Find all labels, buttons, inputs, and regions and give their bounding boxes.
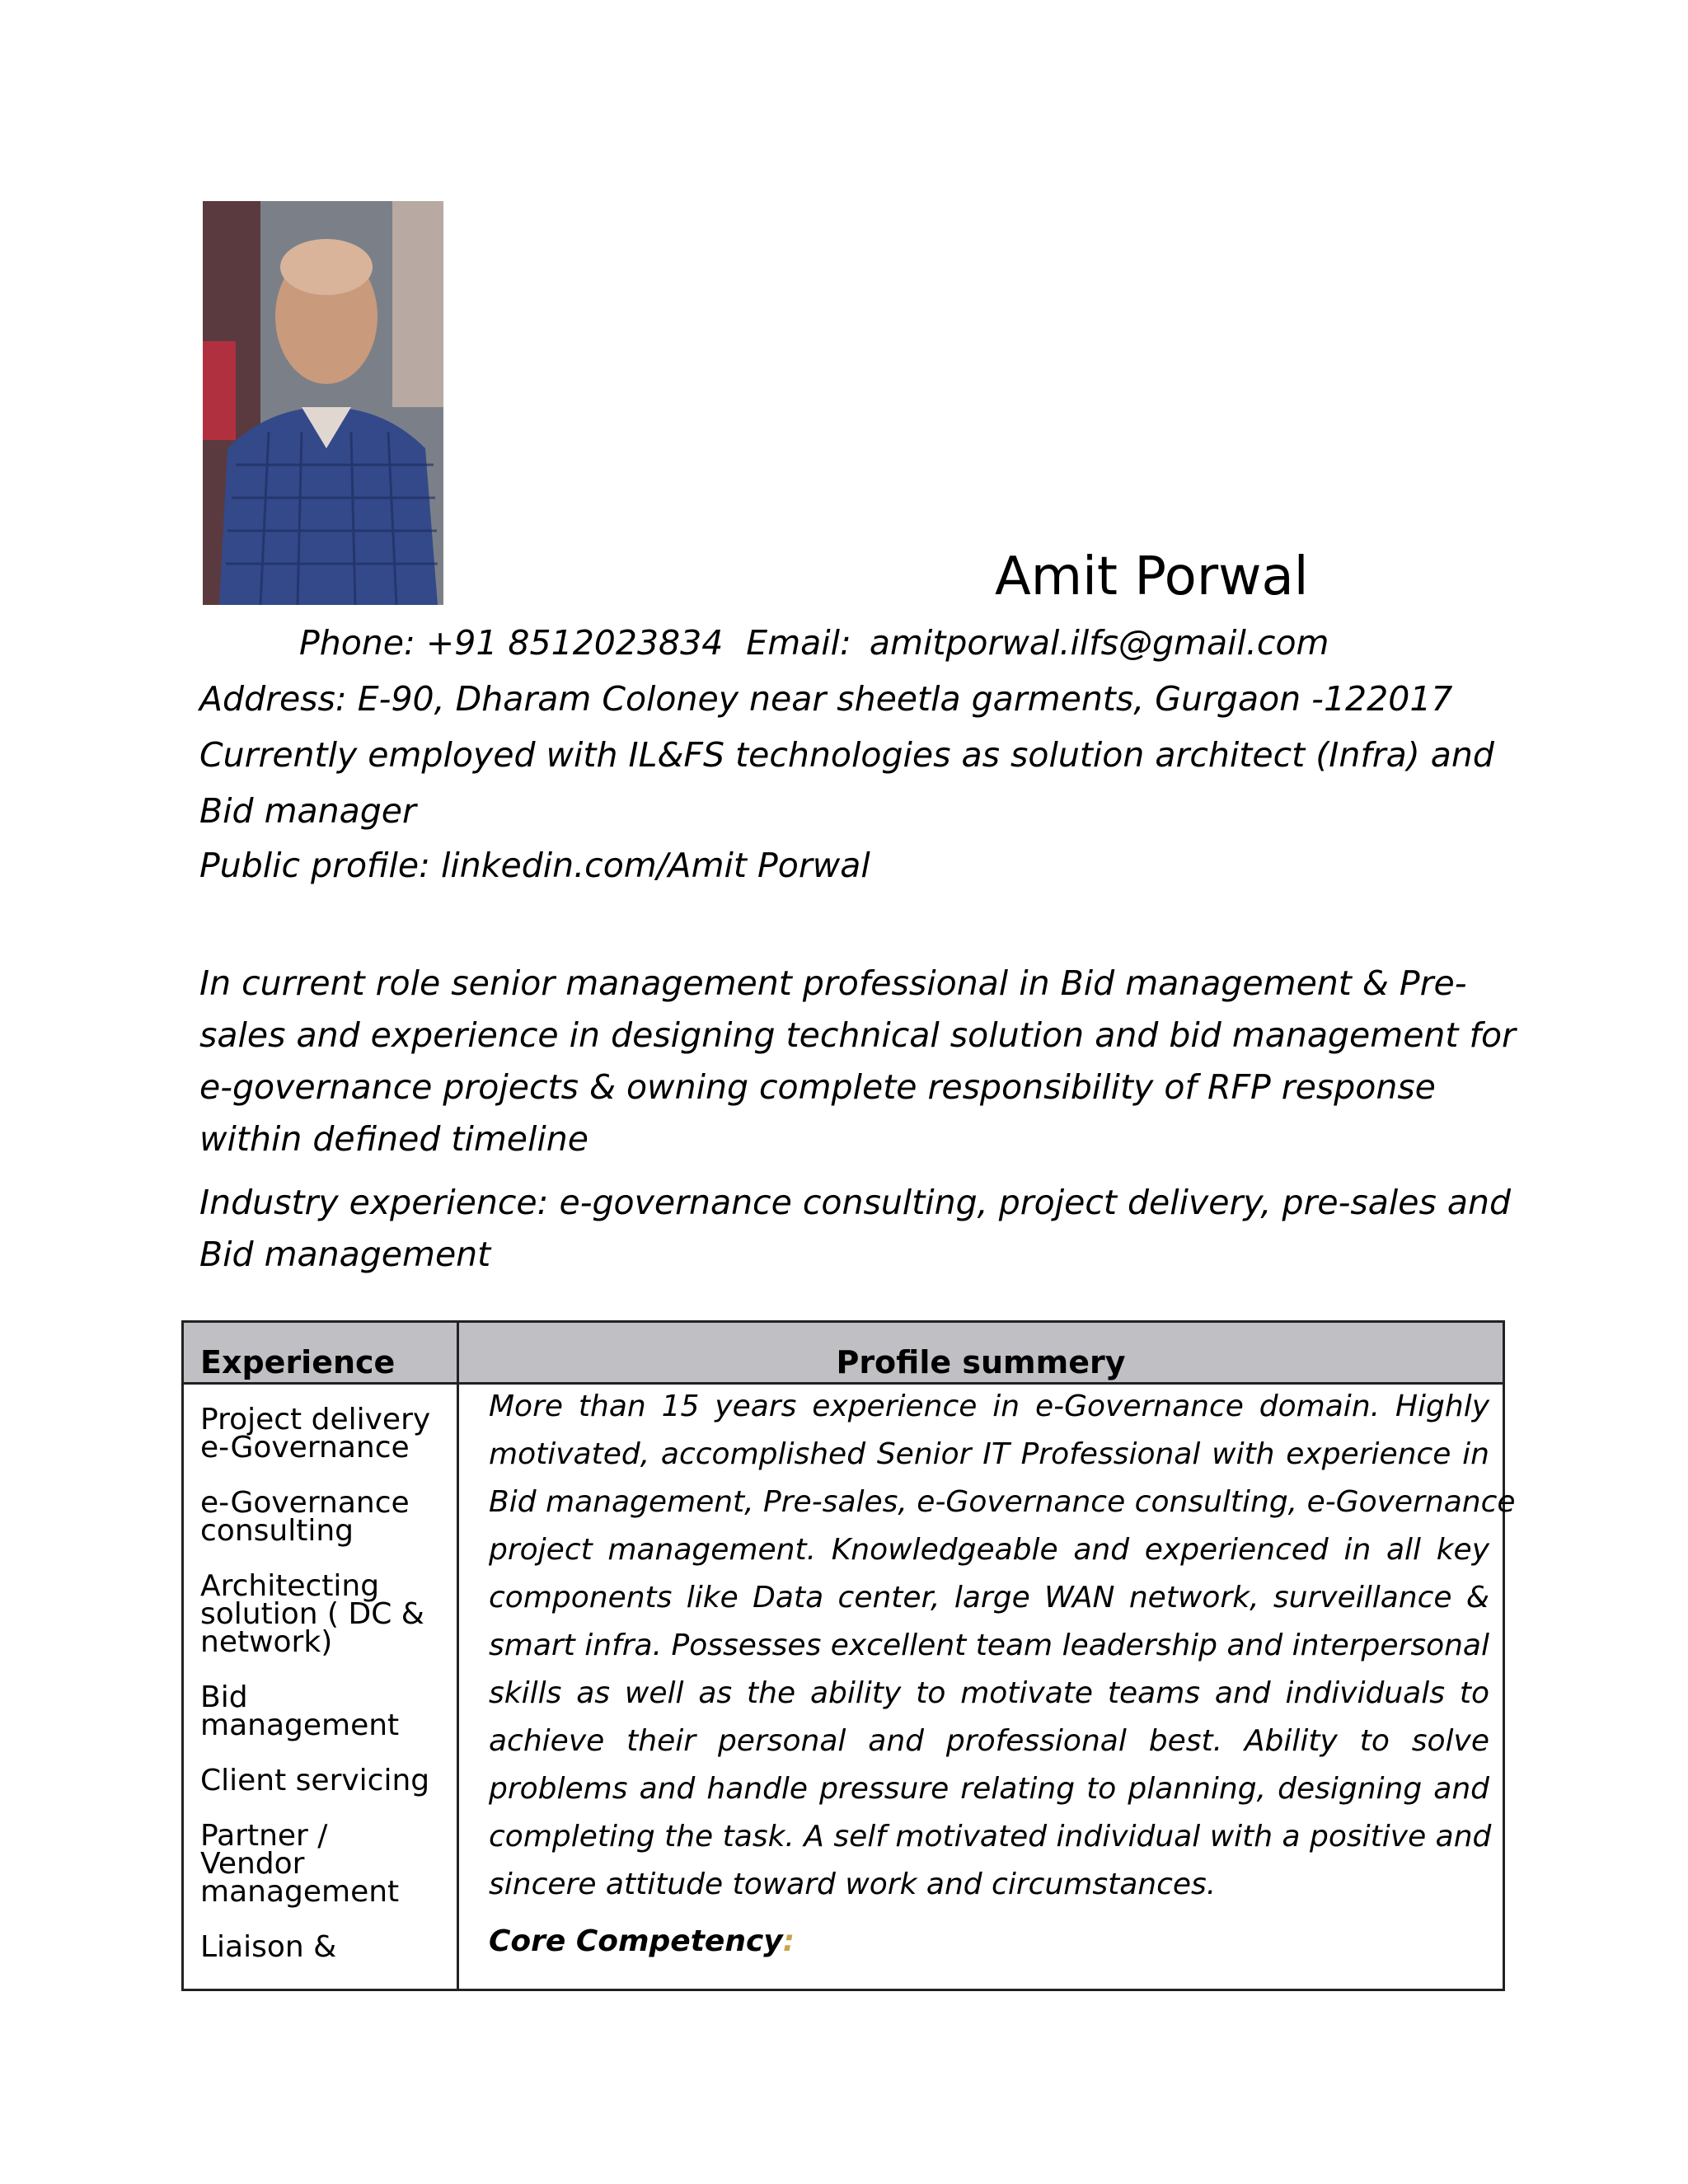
experience-item-line: management xyxy=(200,1708,400,1742)
summary-line: In current role senior management professional in Bid management & Pre- xyxy=(199,963,1467,1003)
profile-line: skills as well as the ability to motivate teams and individuals to xyxy=(489,1676,1489,1710)
experience-list xyxy=(184,1385,457,1964)
profile-line: components like Data center, large WAN network, surveillance & xyxy=(489,1581,1489,1615)
core-competency-colon: : xyxy=(782,1924,795,1958)
experience-table xyxy=(181,1320,1516,1991)
profile-summary xyxy=(459,1383,1516,1958)
email-label: Email: xyxy=(746,623,851,663)
profile-line: More than 15 years experience in e-Governance domain. Highly xyxy=(489,1390,1489,1423)
experience-item xyxy=(200,1930,457,1964)
core-competency-label: Core Competency xyxy=(489,1924,783,1958)
core-competency-heading xyxy=(489,1925,1489,1958)
experience-cell xyxy=(183,1384,458,1990)
email-address: amitporwal.ilfs@gmail.com xyxy=(869,623,1329,663)
profile-line: sincere attitude toward work and circumstances. xyxy=(489,1868,1217,1901)
experience-item-line: Project delivery xyxy=(200,1403,431,1436)
public-profile: Public profile: linkedin.com/Amit Porwal xyxy=(199,846,870,885)
summary-line: e-governance projects & owning complete responsibility of RFP response xyxy=(199,1067,1436,1107)
person-photo-icon xyxy=(203,201,443,605)
experience-header: Experience xyxy=(183,1322,458,1384)
experience-item xyxy=(200,1403,457,1465)
profile-line: motivated, accomplished Senior IT Professional with experience in xyxy=(489,1437,1489,1471)
phone-number: +91 8512023834 xyxy=(425,623,724,663)
experience-item xyxy=(200,1680,457,1742)
employment-line-2: Bid manager xyxy=(199,791,416,831)
candidate-name: Amit Porwal xyxy=(995,546,1309,607)
employment-line-1: Currently employed with IL&FS technologies as solution architect (Infra) and xyxy=(199,735,1494,775)
experience-item-line: Architecting xyxy=(200,1569,380,1603)
industry-line: Industry experience: e-governance consulting, project delivery, pre-sales and xyxy=(199,1183,1512,1222)
experience-item-line: e-Governance xyxy=(200,1431,410,1465)
address: Address: E-90, Dharam Coloney near sheetla garments, Gurgaon -122017 xyxy=(199,679,1453,719)
phone-label: Phone: xyxy=(299,623,415,663)
contact-line xyxy=(299,623,1329,663)
profile-line: Bid management, Pre-sales, e-Governance consulting, e-Governance xyxy=(489,1485,1516,1519)
experience-item-line: Client servicing xyxy=(200,1764,430,1797)
profile-line: achieve their personal and professional best. Ability to solve xyxy=(489,1724,1489,1758)
experience-item-line: solution ( DC & xyxy=(200,1597,424,1631)
profile-line: problems and handle pressure relating to planning, designing and xyxy=(489,1772,1489,1806)
role-summary xyxy=(199,958,1516,1165)
profile-summary-header: Profile summery xyxy=(458,1322,1504,1384)
profile-line: completing the task. A self motivated individual with a positive and xyxy=(489,1820,1492,1854)
experience-item-line: management xyxy=(200,1875,400,1909)
experience-item-line: network) xyxy=(200,1625,333,1659)
experience-item xyxy=(200,1819,457,1909)
experience-item-line: Vendor xyxy=(200,1847,305,1881)
experience-item-line: Partner / xyxy=(200,1819,328,1853)
industry-line: Bid management xyxy=(199,1235,491,1274)
experience-item xyxy=(200,1569,457,1659)
experience-item xyxy=(200,1486,457,1548)
experience-item-line: Bid xyxy=(200,1680,248,1714)
experience-item-line: consulting xyxy=(200,1514,354,1548)
experience-item-line: e-Governance xyxy=(200,1486,410,1520)
summary-line: within defined timeline xyxy=(199,1119,589,1159)
profile-photo xyxy=(203,201,443,605)
profile-line: project management. Knowledgeable and experienced in all key xyxy=(489,1533,1489,1567)
experience-item-line: Liaison & xyxy=(200,1930,337,1964)
profile-line: smart infra. Possesses excellent team leadership and interpersonal xyxy=(489,1629,1489,1662)
profile-summary-cell xyxy=(458,1384,1516,1990)
experience-item xyxy=(200,1764,457,1797)
industry-experience xyxy=(199,1177,1512,1281)
summary-line: sales and experience in designing technical solution and bid management for xyxy=(199,1015,1516,1055)
